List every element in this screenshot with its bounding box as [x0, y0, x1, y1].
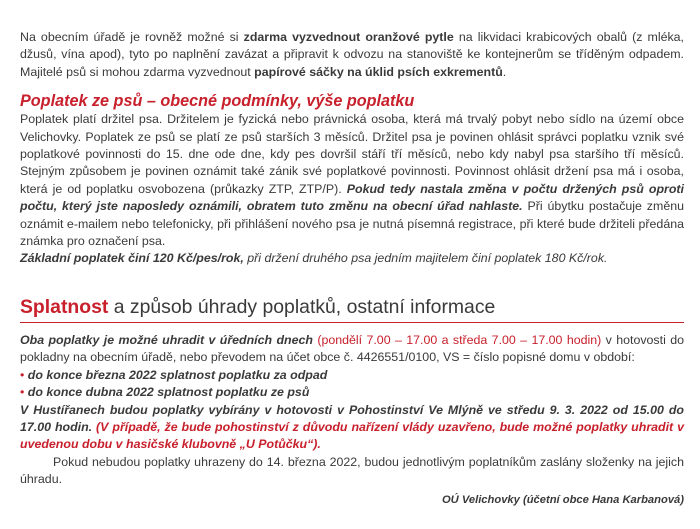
intro-text-1: Na obecním úřadě je rovněž možné si: [20, 30, 244, 44]
bullet-mark: •: [20, 367, 25, 382]
bullet-mark: •: [20, 385, 25, 400]
payment-deadline-waste-text: do konce března 2022 splatnost poplatku za odpad: [27, 367, 328, 382]
payment-methods: v hotovosti do pokladny na obecním úřadě, nebo převodem na účet obce č. 4426551/0100, VS = číslo popisné domu v období:: [20, 332, 684, 365]
intro-paragraph: [20, 29, 684, 81]
payment-heading-rest: a způsob úhrady poplatků, ostatní informace: [108, 295, 496, 318]
dog-fee-second-dog-rate: při držení druhého psa jedním majitelem činí poplatek 180 Kč/rok.: [243, 251, 608, 266]
intro-dog-bags: papírové sáčky na úklid psích exkrementů: [254, 64, 503, 79]
payment-deadline-dogs-text: do konce dubna 2022 splatnost poplatku ze psů: [27, 385, 310, 400]
dog-fee-text-1: Poplatek platí držitel psa. Držitelem je fyzická nebo právnická osoba, která má trvalý pobyt nebo sídlo na území obce Velichovky. Poplatek ze psů se platí ze psů starších 3 měsíců. Držitel psa je povinen ohlásit správci poplatku vznik své poplatkové povinnosti do 15. dne ode dne, kdy pes dovršil stáří tří měsíců, nebo kdy nabyl psa staršího tří měsíců. Stejným způsobem je povinen oznámit také zánik své poplatkové povinnosti. Povinnost ohlásit držení psa má i osoba, která je od poplatku osvobozena (průkazky ZTP, ZTP/P).: [20, 112, 684, 196]
payment-unpaid-notice: Pokud nebudou poplatky uhrazeny do 14. března 2022, budou jednotlivým poplatníkům zaslány složenky na jejich úhradu.: [20, 454, 684, 487]
payment-deadline-dogs: [20, 384, 684, 401]
payment-section-heading: [20, 295, 684, 323]
dog-fee-paragraph: [20, 111, 684, 250]
notice-page: [20, 10, 684, 508]
intro-text-2: na likvidaci krabicových obalů (z mléka, džusů, vína apod), tyto po naplnění zavázat a připravit k odvozu na stanoviště ke kontejnerům se tříděným odpadem. Majitelé psů si mohou zdarma vyzvednout: [20, 30, 684, 79]
payment-paragraph: [20, 332, 684, 367]
signature: OÚ Velichovky (účetní obce Hana Karbanová): [441, 493, 684, 506]
payment-office-hours: (pondělí 7.00 – 17.00 a středa 7.00 – 17.00 hodin): [312, 332, 602, 347]
intro-text-3: .: [502, 64, 507, 79]
payment-office-days: Oba poplatky je možné uhradit v úředních dnech: [20, 332, 313, 347]
dog-fee-rate: [20, 250, 684, 267]
payment-hustirany-paragraph: [20, 402, 684, 454]
intro-orange-bags: zdarma vyzvednout oranžové pytle: [243, 30, 454, 44]
dog-fee-text-2: Při úbytku postačuje změnu oznámit e-mailem nebo telefonicky, při přihlášení nového psa je nutná písemná registrace, při které bude držiteli předána známka pro označení psa.: [20, 199, 684, 249]
payment-hustirany-info: V Hustířanech budou poplatky vybírány v hotovosti v Pohostinství Ve Mlýně ve středu 9. 3. 2022 od 15.00 do 17.00 hodin.: [20, 402, 684, 434]
payment-heading-accent: Splatnost: [20, 295, 109, 318]
dog-fee-heading: Poplatek ze psů – obecné podmínky, výše poplatku: [20, 92, 415, 111]
payment-deadline-waste: [20, 367, 684, 384]
dog-fee-base-rate: Základní poplatek činí 120 Kč/pes/rok,: [20, 251, 244, 266]
dog-fee-change-notice: Pokud tedy nastala změna v počtu držených psů oproti počtu, který jste naposledy oznámili, obratem tuto změnu na obecní úřad nahlaste.: [20, 181, 684, 214]
payment-hustirany-alternative: (V případě, že bude pohostinství z důvodu nařízení vlády uzavřeno, bude možné poplatky uhradit v uvedenou dobu v hasičské klubovně „U Potůčku“).: [20, 419, 684, 452]
